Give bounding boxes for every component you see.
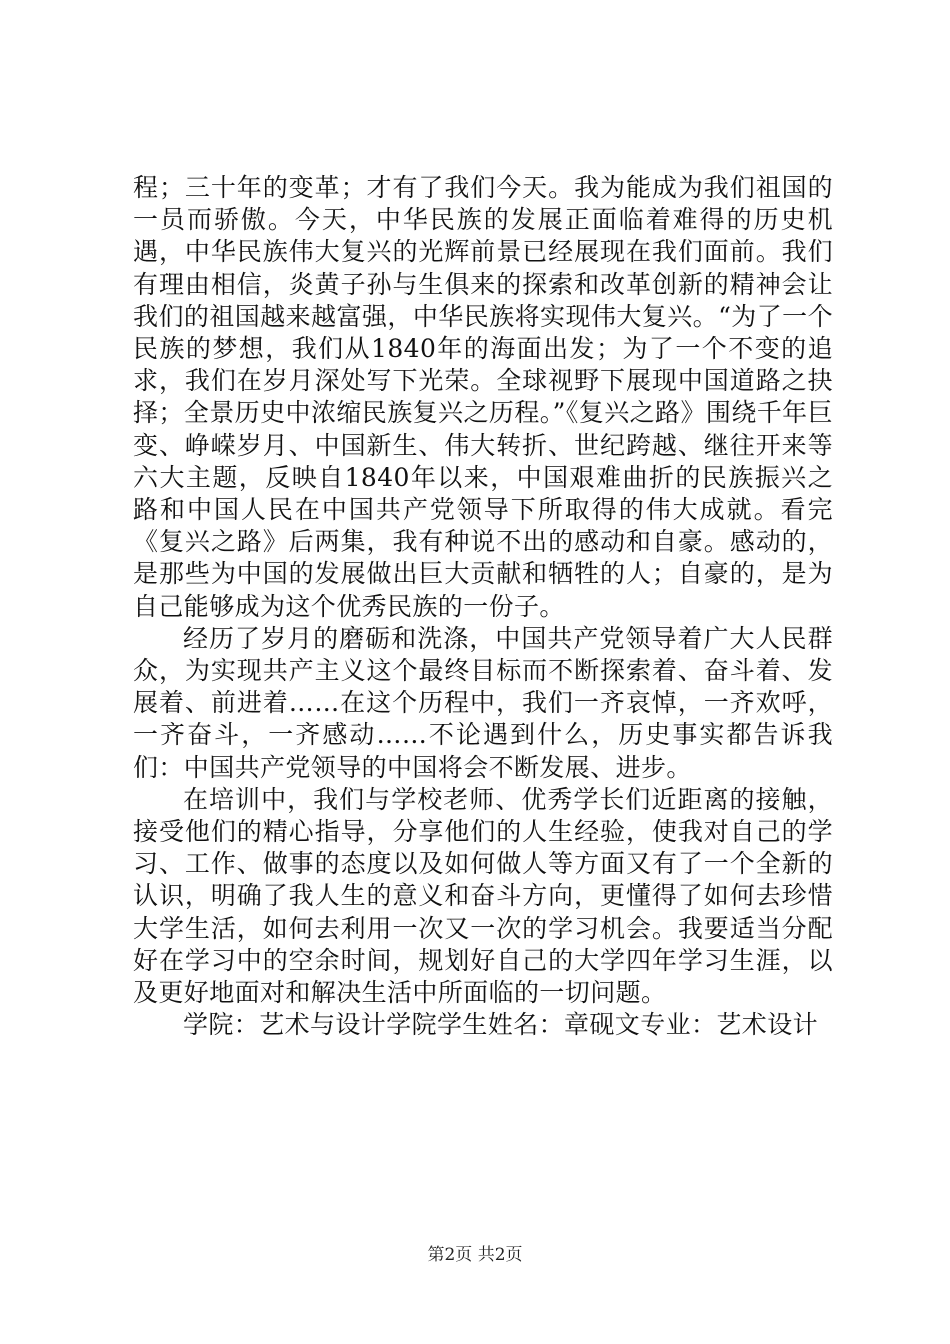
paragraph-continuation: 程；三十年的变革；才有了我们今天。我为能成为我们祖国的一员而骄傲。今天，中华民族的发展正面临着难得的历史机遇，中华民族伟大复兴的光辉前景已经展现在我们面前。我们有理由相信，炎黄子孙与生俱来的探索和改革创新的精神会让我们的祖国越来越富强，中华民族将实现伟大复兴。“为了一个民族的梦想，我们从1840年的海面出发；为了一个不变的追求，我们在岁月深处写下光荣。全球视野下展现中国道路之抉择；全景历史中浓缩民族复兴之历程。”《复兴之路》围绕千年巨变、峥嵘岁月、中国新生、伟大转折、世纪跨越、继往开来等六大主题，反映自1840年以来，中国艰难曲折的民族振兴之路和中国人民在中国共产党领导下所取得的伟大成就。看完《复兴之路》后两集，我有种说不出的感动和自豪。感动的，是那些为中国的发展做出巨大贡献和牺牲的人；自豪的，是为自己能够成为这个优秀民族的一份子。 — [133, 173, 833, 621]
paragraph-party-history: 经历了岁月的磨砺和洗涤，中国共产党领导着广大人民群众，为实现共产主义这个最终目标而不断探索着、奋斗着、发展着、前进着……在这个历程中，我们一齐哀悼，一齐欢呼，一齐奋斗，一齐感动……不论遇到什么，历史事实都告诉我们：中国共产党领导的中国将会不断发展、进步。 — [133, 623, 833, 782]
author-info-line: 学院：艺术与设计学院学生姓名：章砚文专业：艺术设计 — [183, 1010, 819, 1040]
page-number-footer: 第2页 共2页 — [427, 1245, 523, 1265]
document-body — [133, 172, 833, 1041]
paragraph-training: 在培训中，我们与学校老师、优秀学长们近距离的接触，接受他们的精心指导，分享他们的人生经验，使我对自己的学习、工作、做事的态度以及如何做人等方面又有了一个全新的认识，明确了我人生的意义和奋斗方向，更懂得了如何去珍惜大学生活，如何去利用一次又一次的学习机会。我要适当分配好在学习中的空余时间，规划好自己的大学四年学习生涯，以及更好地面对和解决生活中所面临的一切问题。 — [133, 784, 833, 1008]
